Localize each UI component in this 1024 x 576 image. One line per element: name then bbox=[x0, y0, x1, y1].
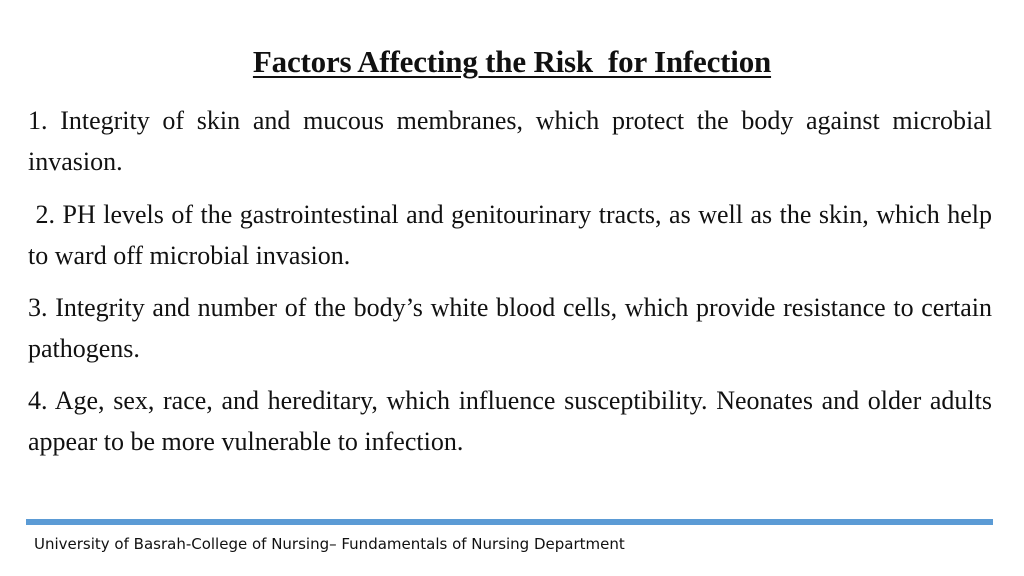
footer-text: University of Basrah-College of Nursing– Fundamentals of Nursing Department bbox=[34, 535, 625, 553]
factor-item-3: 3. Integrity and number of the body’s white blood cells, which provide resistance to certain pathogens. bbox=[28, 293, 992, 363]
slide-title: Factors Affecting the Risk for Infection bbox=[252, 44, 772, 79]
factor-item-1: 1. Integrity of skin and mucous membranes, which protect the body against microbial invasion. bbox=[28, 106, 992, 176]
footer-divider bbox=[26, 519, 993, 525]
factor-item-4: 4. Age, sex, race, and hereditary, which influence susceptibility. Neonates and older adults appear to be more vulnerable to infection. bbox=[28, 386, 992, 456]
factor-item-2: 2. PH levels of the gastrointestinal and genitourinary tracts, as well as the skin, which help to ward off microbial invasion. bbox=[28, 200, 999, 270]
